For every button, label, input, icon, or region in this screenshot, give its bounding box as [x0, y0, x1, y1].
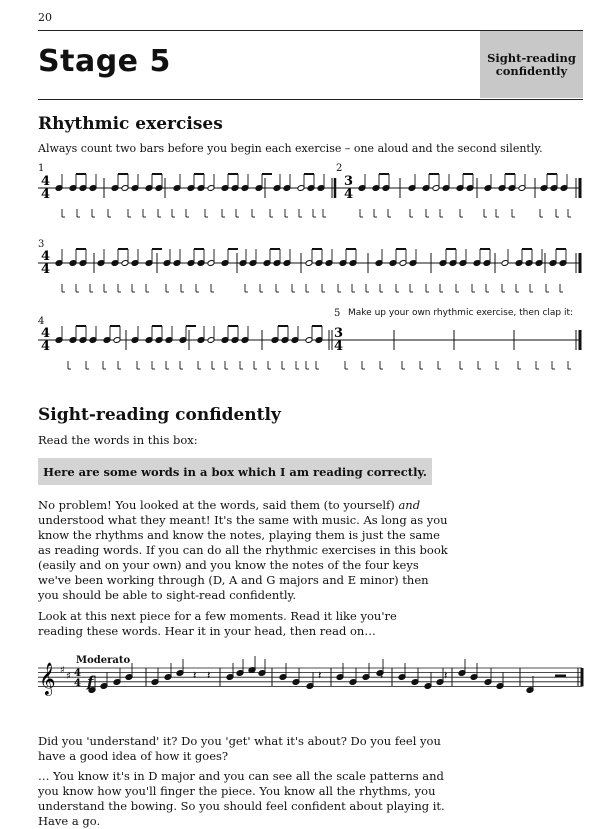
para1-emphasis: and: [398, 498, 421, 512]
tempo-marking: Moderato: [76, 655, 131, 666]
tab-label-line1: Sight-reading: [487, 50, 576, 65]
paragraph-no-problem: [38, 498, 448, 603]
tab-label-line2: confidently: [495, 63, 568, 78]
paragraph-look-at: Look at this next piece for a few moments. Read it like you're reading these words. Hear it in your head, then read on…: [38, 609, 397, 638]
treble-clef-icon: 𝄞: [39, 662, 56, 695]
word-box: Here are some words in a box which I am reading correctly.: [38, 458, 432, 485]
melody-time-top: 4: [74, 668, 81, 679]
time-signature-bottom: 4: [41, 339, 51, 354]
time-signature-bottom: 4: [344, 187, 354, 202]
para1-part1: No problem! You looked at the words, said them (to yourself): [38, 498, 399, 512]
exercise-number-1: 1: [38, 163, 45, 174]
sight-reading-heading: Sight-reading confidently: [38, 405, 281, 425]
time-signature-top: 3: [334, 326, 344, 341]
time-signature-top: 4: [41, 326, 51, 341]
paragraph-you-know: … You know it's in D major and you can see all the scale patterns and you know how you'll finger the piece. You know all the rhythms, you understand the bowing. So you should feel confident about playing it. Have a go.: [38, 769, 445, 828]
exercise5-instruction: Make up your own rhythmic exercise, then clap it:: [348, 308, 574, 318]
exercise-number-4: 4: [38, 316, 45, 327]
time-signature-top: 4: [41, 174, 51, 189]
rest-icon: 𝄽: [193, 669, 197, 682]
sharp-f-icon: ♯: [60, 665, 65, 676]
time-signature-top: 3: [344, 174, 354, 189]
time-signature-bottom: 4: [41, 187, 51, 202]
rhythmic-heading: Rhythmic exercises: [38, 114, 223, 134]
paragraph-understand: Did you 'understand' it? Do you 'get' what it's about? Do you feel you have a good idea of how it goes?: [38, 734, 441, 763]
rest-icon: 𝄽: [207, 669, 211, 682]
exercise-number-5: 5: [334, 308, 341, 319]
dynamic-marking: f: [87, 673, 94, 691]
time-signature-bottom: 4: [334, 339, 344, 354]
sharp-c-icon: ♯: [66, 671, 71, 682]
exercise-number-3: 3: [38, 239, 45, 250]
read-words-text: Read the words in this box:: [38, 433, 198, 447]
rest-icon: 𝄽: [380, 669, 384, 682]
rest-icon: 𝄽: [318, 669, 322, 682]
para1-part2: understood what they meant! It's the same with music. As long as you know the rhythms and know the notes, playing them is just the same as reading words. If you can do all the rhythmic exercises in this book (easily and on your own) and you know the notes of the four keys we've been working through (D, A and G majors and E minor) then you should be able to sight-read confidently.: [38, 513, 448, 602]
time-signature-top: 4: [41, 249, 51, 264]
stage-title: Stage 5: [38, 44, 171, 79]
time-signature-bottom: 4: [41, 262, 51, 277]
melody-time-bottom: 4: [74, 678, 81, 689]
rest-icon: 𝄽: [444, 669, 448, 682]
rhythmic-intro: Always count two bars before you begin each exercise – one aloud and the second silently.: [38, 142, 543, 155]
page-number: 20: [38, 11, 52, 24]
exercise-number-2: 2: [336, 163, 343, 174]
